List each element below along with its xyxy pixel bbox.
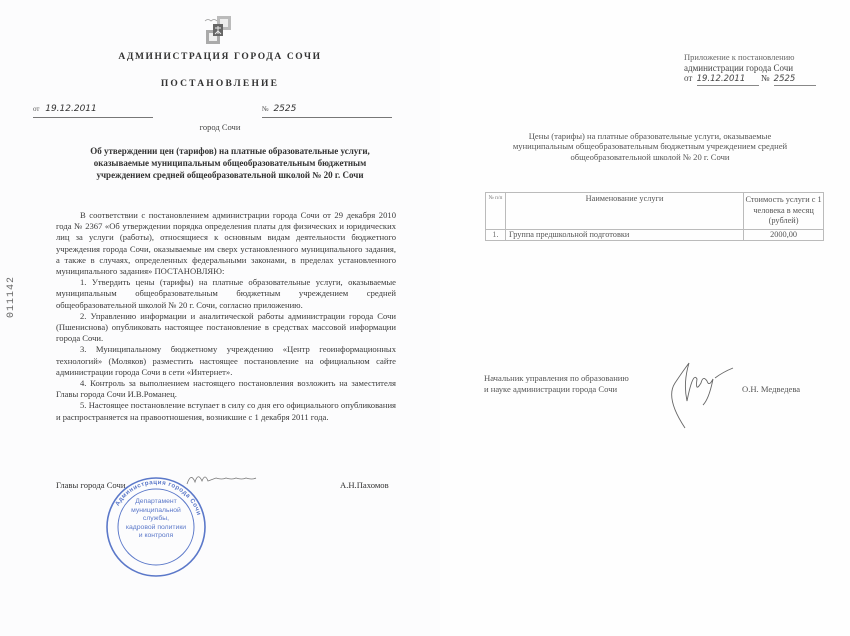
coat-of-arms-icon <box>203 14 233 46</box>
appendix-number: 2525 <box>774 74 816 86</box>
prices-title-line: Цены (тарифы) на платные образовательные услуги, оказываемые <box>528 131 772 141</box>
title-line: Об утверждении цен (тарифов) на платные образовательные услуги, <box>90 146 370 156</box>
stamp-line: Департамент <box>135 498 177 505</box>
clause-2: 2. Управлению информации и аналитической работы администрации города Сочи (Пшениснова) опубликовать настоящее постановление в средствах массовой информации города Сочи. <box>56 310 396 344</box>
clause-1: 1. Утвердить цены (тарифы) на платные образовательные услуги, оказываемые муниципальным общеобразовательным бюджетным учреждением средней общеобразовательной школой № 20 г. Сочи, согласно приложению. <box>56 277 396 310</box>
document-type: ПОСТАНОВЛЕНИЕ <box>160 79 280 89</box>
title-line: учреждением средней общеобразовательной школой № 20 г. Сочи <box>96 170 364 180</box>
stamp-ring-text: Администрация города Сочи <box>114 478 203 517</box>
stamp-line: и контроля <box>138 532 174 540</box>
stamp-inner-text <box>118 498 194 541</box>
clause-5: 5. Настоящее постановление вступает в силу со дня его официального опубликования и распространяется на правоотношения, возникшие с 1 декабря 2011 года. <box>56 400 396 422</box>
appendix-page <box>440 0 850 636</box>
decree-date: 19.12.2011 <box>45 104 97 114</box>
signatory-name: А.Н.Пахомов <box>340 480 389 490</box>
clause-4: 4. Контроль за выполнением настоящего постановления возложить на заместителя Главы города Сочи И.В.Романец. <box>56 378 396 400</box>
number-prefix: № <box>262 105 269 113</box>
stamp-line: службы, <box>142 515 170 523</box>
appendix-number-prefix: № <box>760 73 770 83</box>
city-name: город Сочи <box>199 122 241 132</box>
title-line: оказываемые муниципальным общеобразовательным бюджетным <box>93 158 367 168</box>
header-price: Стоимость услуги с 1 человека в месяц (рублей) <box>744 193 824 230</box>
signature-mark <box>185 470 275 490</box>
appendix-date-prefix: от <box>684 73 693 83</box>
header-service: Наименование услуги <box>505 193 743 230</box>
appendix-line-3 <box>684 73 816 86</box>
decree-number-field <box>262 104 392 118</box>
appendix-header <box>684 52 816 86</box>
date-prefix: от <box>33 105 40 113</box>
organization-name: АДМИНИСТРАЦИЯ ГОРОДА СОЧИ <box>118 52 322 62</box>
row-price: 2000,00 <box>744 229 824 240</box>
signatory-title: Главы города Сочи <box>56 480 126 490</box>
appendix-date: 19.12.2011 <box>697 74 759 86</box>
table-header-row <box>486 193 824 230</box>
appendix-line-1: Приложение к постановлению <box>684 52 795 62</box>
header-number: № п/п <box>486 193 506 230</box>
head-title <box>484 373 629 395</box>
row-service: Группа предшкольной подготовки <box>505 229 743 240</box>
decree-body <box>56 210 396 423</box>
decree-title <box>60 145 400 181</box>
row-number: 1. <box>486 229 506 240</box>
preamble-paragraph: В соответствии с постановлением администрации города Сочи от 29 декабря 2010 года № 2367 «Об утверждении порядка определения платы для физических и юридических лиц за услуги (работы), относящиеся к основным видам деятельности бюджетного учреждения города Сочи, оказываемые им сверх установленного муниципального задания, а также в случаях, определенных федеральными законами, в пределах установленного муниципального задания» ПОСТАНОВЛЯЮ: <box>56 210 396 277</box>
head-title-line: и науке администрации города Сочи <box>484 384 618 394</box>
price-table <box>485 192 824 241</box>
table-row <box>486 229 824 240</box>
stamp-line: кадровой политики <box>125 523 187 531</box>
clause-3: 3. Муниципальному бюджетному учреждению «Центр геоинформационных технологий» (Моляков) разместить настоящее постановление на официальном сайте администрации города Сочи в сети «Интернет». <box>56 344 396 377</box>
prices-title-line: общеобразовательной школой № 20 г. Сочи <box>570 151 730 162</box>
appendix-line-2: администрации города Сочи <box>684 62 794 73</box>
signature-mark <box>655 360 735 430</box>
decree-number: 2525 <box>273 104 297 114</box>
head-title-line: Начальник управления по образованию <box>484 373 629 383</box>
decree-date-field <box>33 104 153 118</box>
prices-title <box>470 131 830 162</box>
prices-title-line: муниципальным общеобразовательным бюджетным учреждением средней <box>512 141 788 152</box>
head-name: О.Н. Медведева <box>742 384 801 394</box>
stamp-line: муниципальной <box>131 506 181 514</box>
registration-number: 011142 <box>6 275 17 318</box>
